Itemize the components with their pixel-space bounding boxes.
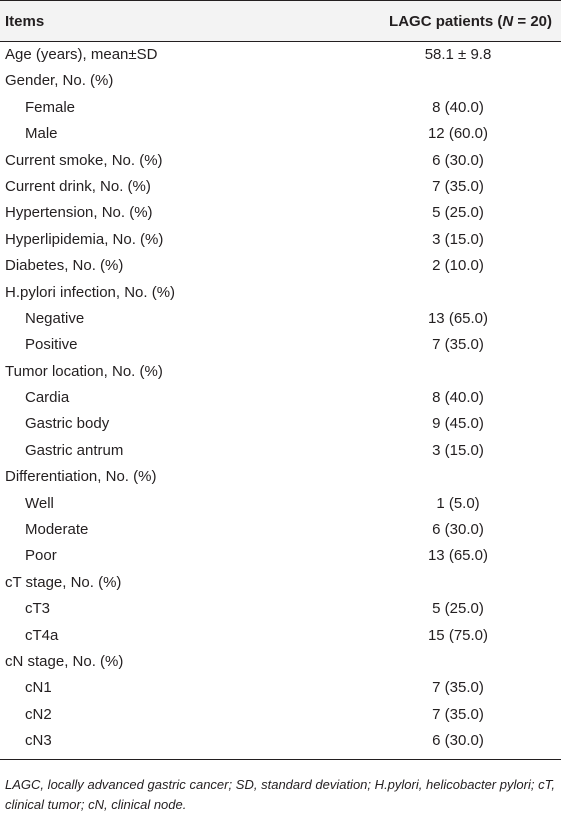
table-row xyxy=(0,411,561,437)
row-label: Hypertension, No. (%) xyxy=(5,204,153,222)
table-row xyxy=(0,517,561,543)
table-row xyxy=(0,200,561,226)
table-row xyxy=(0,728,561,754)
table-row xyxy=(0,227,561,253)
row-label: Hyperlipidemia, No. (%) xyxy=(5,230,164,248)
row-label: cN3 xyxy=(25,732,52,750)
row-label: Age (years), mean±SD xyxy=(5,46,158,63)
row-value: 6 (30.0) xyxy=(432,732,484,750)
table-row xyxy=(0,121,561,147)
table-bottom-rule xyxy=(0,759,561,760)
table-row xyxy=(0,464,561,490)
row-value: 7 (35.0) xyxy=(432,177,484,195)
table-row xyxy=(0,68,561,94)
row-value: 6 (30.0) xyxy=(432,521,484,539)
row-value: 12 (60.0) xyxy=(427,125,489,143)
row-label: Gender, No. (%) xyxy=(5,72,114,90)
row-label: Gastric antrum xyxy=(25,441,124,459)
row-value: 1 (5.0) xyxy=(436,494,480,512)
table-footnote: LAGC, locally advanced gastric cancer; SD, standard deviation; H.pylori, helicobacter pylori; cT, clinical tumor; cN, clinical node. xyxy=(5,777,555,812)
table-row xyxy=(0,543,561,569)
row-value: 7 (35.0) xyxy=(432,705,484,723)
row-label: cT4a xyxy=(25,626,59,644)
header-n-symbol: N xyxy=(502,13,514,30)
row-label: cN1 xyxy=(25,679,52,697)
row-label: Differentiation, No. (%) xyxy=(5,468,157,486)
row-value: 6 (30.0) xyxy=(432,151,484,169)
row-label: Moderate xyxy=(25,521,89,539)
row-value: 58.1 ± 9.8 xyxy=(424,46,492,63)
table-row xyxy=(0,148,561,174)
row-value: 2 (10.0) xyxy=(432,257,484,275)
row-label: Well xyxy=(25,494,54,512)
row-value: 3 (15.0) xyxy=(432,230,484,248)
table-row xyxy=(0,359,561,385)
row-label: Diabetes, No. (%) xyxy=(5,257,124,275)
row-label: cT3 xyxy=(25,600,51,618)
table-row xyxy=(0,385,561,411)
header-items: Items xyxy=(5,13,45,30)
table-row xyxy=(0,174,561,200)
row-value: 13 (65.0) xyxy=(427,309,489,327)
row-label: Tumor location, No. (%) xyxy=(5,362,163,380)
row-value: 8 (40.0) xyxy=(432,98,484,116)
table-row xyxy=(0,306,561,332)
row-value: 3 (15.0) xyxy=(432,441,484,459)
row-value: 5 (25.0) xyxy=(432,204,484,222)
row-label: Negative xyxy=(25,309,85,327)
row-label: Male xyxy=(25,125,58,143)
row-label: Positive xyxy=(25,336,78,354)
table-row xyxy=(0,649,561,675)
table-row xyxy=(0,596,561,622)
row-label: Cardia xyxy=(25,389,70,407)
table-row xyxy=(0,95,561,121)
row-label: Current drink, No. (%) xyxy=(5,177,151,195)
row-label: Poor xyxy=(25,547,57,565)
header-lagc-patients xyxy=(389,13,552,30)
table-row xyxy=(0,675,561,701)
row-value: 8 (40.0) xyxy=(432,389,484,407)
row-label: H.pylori infection, No. (%) xyxy=(5,283,176,301)
row-value: 7 (35.0) xyxy=(432,336,484,354)
table-row xyxy=(0,702,561,728)
header-lagc-suffix: = 20) xyxy=(513,13,552,30)
table-row xyxy=(0,42,561,68)
table-body xyxy=(0,42,561,755)
row-value: 7 (35.0) xyxy=(432,679,484,697)
row-value: 5 (25.0) xyxy=(432,600,484,618)
row-value: 9 (45.0) xyxy=(432,415,484,433)
row-label: Current smoke, No. (%) xyxy=(5,151,163,169)
table-row xyxy=(0,570,561,596)
table-row xyxy=(0,332,561,358)
table-row xyxy=(0,623,561,649)
table-row xyxy=(0,491,561,517)
table-header-row xyxy=(0,0,561,42)
row-label: cN2 xyxy=(25,705,52,723)
table-row xyxy=(0,280,561,306)
table-row xyxy=(0,253,561,279)
table-row xyxy=(0,438,561,464)
row-label: Gastric body xyxy=(25,415,110,433)
row-label: Female xyxy=(25,98,76,116)
row-label: cT stage, No. (%) xyxy=(5,573,122,591)
row-label: cN stage, No. (%) xyxy=(5,652,124,670)
row-value: 15 (75.0) xyxy=(427,626,489,644)
row-value: 13 (65.0) xyxy=(427,547,489,565)
header-lagc-prefix: LAGC patients ( xyxy=(389,13,503,30)
